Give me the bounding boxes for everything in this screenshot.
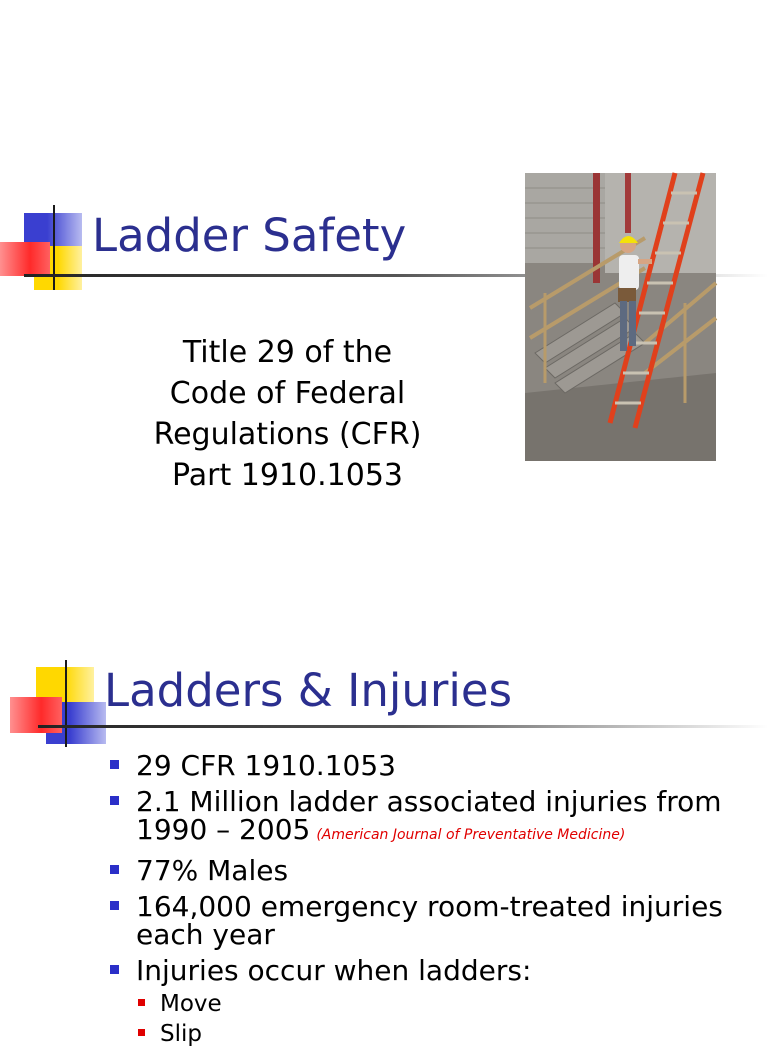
citation: (American Journal of Preventative Medicine) [316,827,626,843]
sub-bullet-item [136,991,758,1017]
bullet-square-icon [110,965,119,974]
sub-bullet-list [136,991,758,1047]
slide-title: Ladders & Injuries [104,664,513,717]
sub-bullet-text: Move [160,991,222,1017]
bullet-square-icon [110,760,119,769]
bullet-text: 29 CFR 1910.1053 [136,749,396,782]
sub-bullet-text: Slip [160,1021,202,1047]
worker-on-ladder-photo [525,173,716,461]
slide-title: Ladder Safety [92,209,407,262]
subtitle-line: Part 1910.1053 [172,458,403,493]
bullet-item [108,890,758,951]
subtitle-line: Regulations (CFR) [153,417,422,452]
bullet-square-icon [110,865,119,874]
title-rule [38,725,768,728]
bullet-item [108,954,758,1047]
subtitle-line: Code of Federal [169,376,406,411]
bullet-text: 2.1 Million ladder associated injuries from 1990 – 2005 [136,785,722,846]
bullet-square-icon [110,796,119,805]
bullet-text: Injuries occur when ladders: [136,954,532,987]
bullet-text: 77% Males [136,854,289,887]
bullet-item [108,785,758,849]
sub-bullet-item [136,1021,758,1047]
bullet-list [108,749,758,1055]
bullet-text: 164,000 emergency room-treated injuries each year [136,890,723,951]
bullet-item [108,749,758,782]
subtitle-line: Title 29 of the [182,335,393,370]
sub-bullet-square-icon [138,999,145,1006]
sub-bullet-square-icon [138,1029,145,1036]
subtitle [110,332,465,496]
bullet-item [108,854,758,887]
slide-ladder-safety [0,0,768,512]
bullet-square-icon [110,901,119,910]
slide-ladders-injuries [0,512,768,1047]
